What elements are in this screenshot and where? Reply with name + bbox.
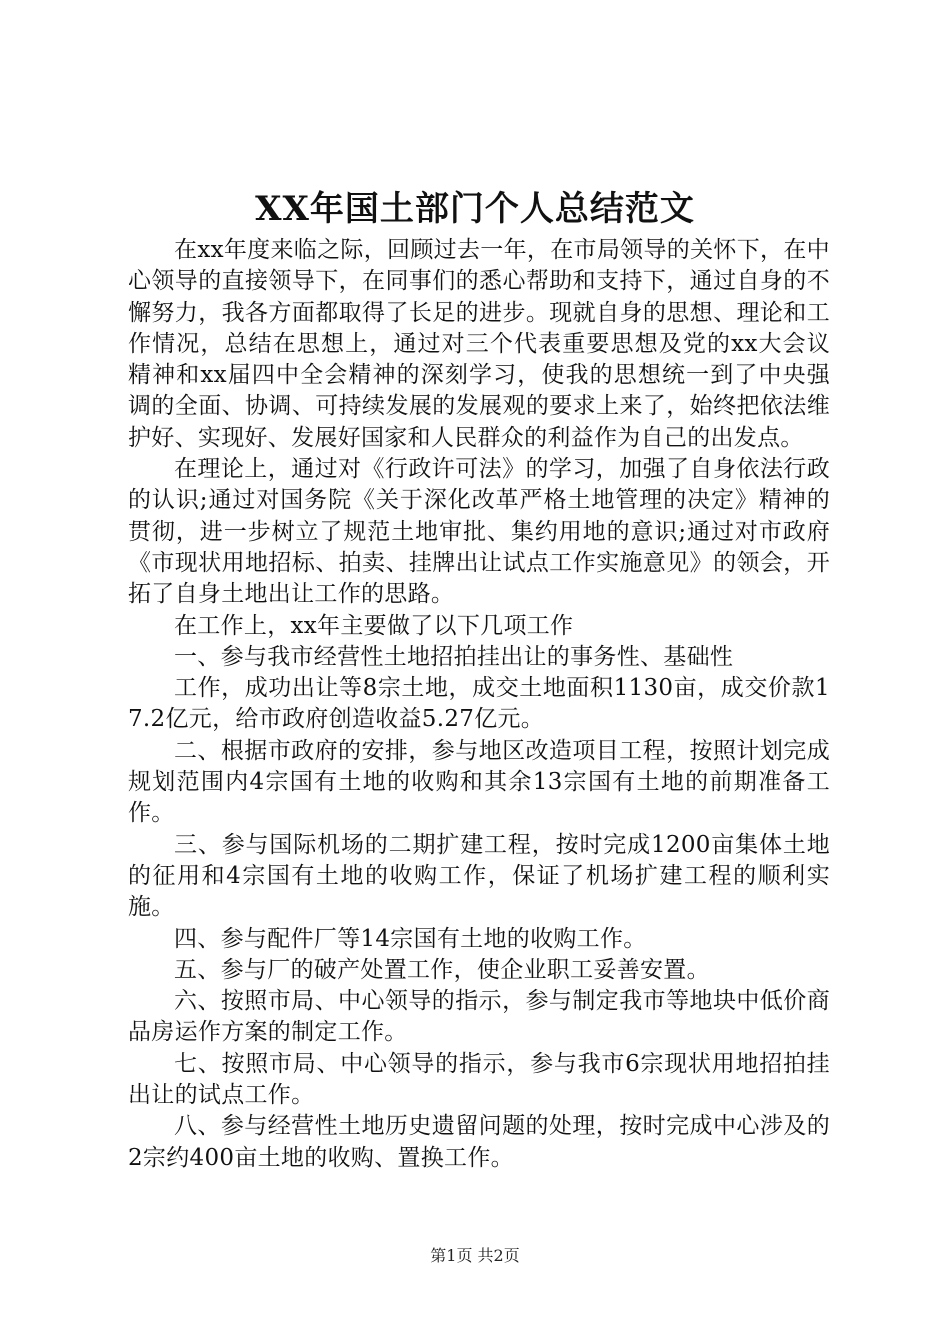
paragraph-item-5: 五、参与厂的破产处置工作，使企业职工妥善安置。 [174,956,710,983]
paragraph-intro: 在xx年度来临之际，回顾过去一年，在市局领导的关怀下，在中心领导的直接领导下，在同事们的悉心帮助和支持下，通过自身的不懈努力，我各方面都取得了长足的进步。现就自身的思想、理论和工作情况，总结在思想上，通过对三个代表重要思想及党的xx大会议精神和xx届四中全会精神的深刻学习，使我的思想统一到了中央强调的全面、协调、可持续发展的发展观的要求上来了，始终把依法维护好、实现好、发展好国家和人民群众的利益作为自己的出发点。 [128,237,830,451]
paragraph-item-1-cont: 工作，成功出让等8宗土地，成交土地面积1130亩，成交价款17.2亿元，给市政府创造收益5.27亿元。 [128,675,830,733]
paragraph-item-2: 二、根据市政府的安排，参与地区改造项目工程，按照计划完成规划范围内4宗国有土地的收购和其余13宗国有土地的前期准备工作。 [128,737,830,827]
paragraph-item-7: 七、按照市局、中心领导的指示，参与我市6宗现状用地招拍挂出让的试点工作。 [128,1050,830,1109]
paragraph-item-4: 四、参与配件厂等14宗国有土地的收购工作。 [174,925,647,952]
document-title: XX年国土部门个人总结范文 [255,189,695,229]
document-body [128,235,830,1174]
paragraph-item-3: 三、参与国际机场的二期扩建工程，按时完成1200亩集体土地的征用和4宗国有土地的收购工作，保证了机场扩建工程的顺利实施。 [128,831,830,921]
paragraph-item-8: 八、参与经营性土地历史遗留问题的处理，按时完成中心涉及的2宗约400亩土地的收购、置换工作。 [128,1113,830,1171]
paragraph-item-1: 一、参与我市经营性土地招拍挂出让的事务性、基础性 [174,643,734,670]
paragraph-work-intro: 在工作上，xx年主要做了以下几项工作 [174,612,574,639]
page-number-footer: 第1页 共2页 [430,1246,520,1265]
paragraph-item-6: 六、按照市局、中心领导的指示，参与制定我市等地块中低价商品房运作方案的制定工作。 [128,988,830,1046]
paragraph-theory: 在理论上，通过对《行政许可法》的学习，加强了自身依法行政的认识;通过对国务院《关于深化改革严格土地管理的决定》精神的贯彻，进一步树立了规范土地审批、集约用地的意识;通过对市政府《市现状用地招标、拍卖、挂牌出让试点工作实施意见》的领会，开拓了自身土地出让工作的思路。 [128,456,830,608]
